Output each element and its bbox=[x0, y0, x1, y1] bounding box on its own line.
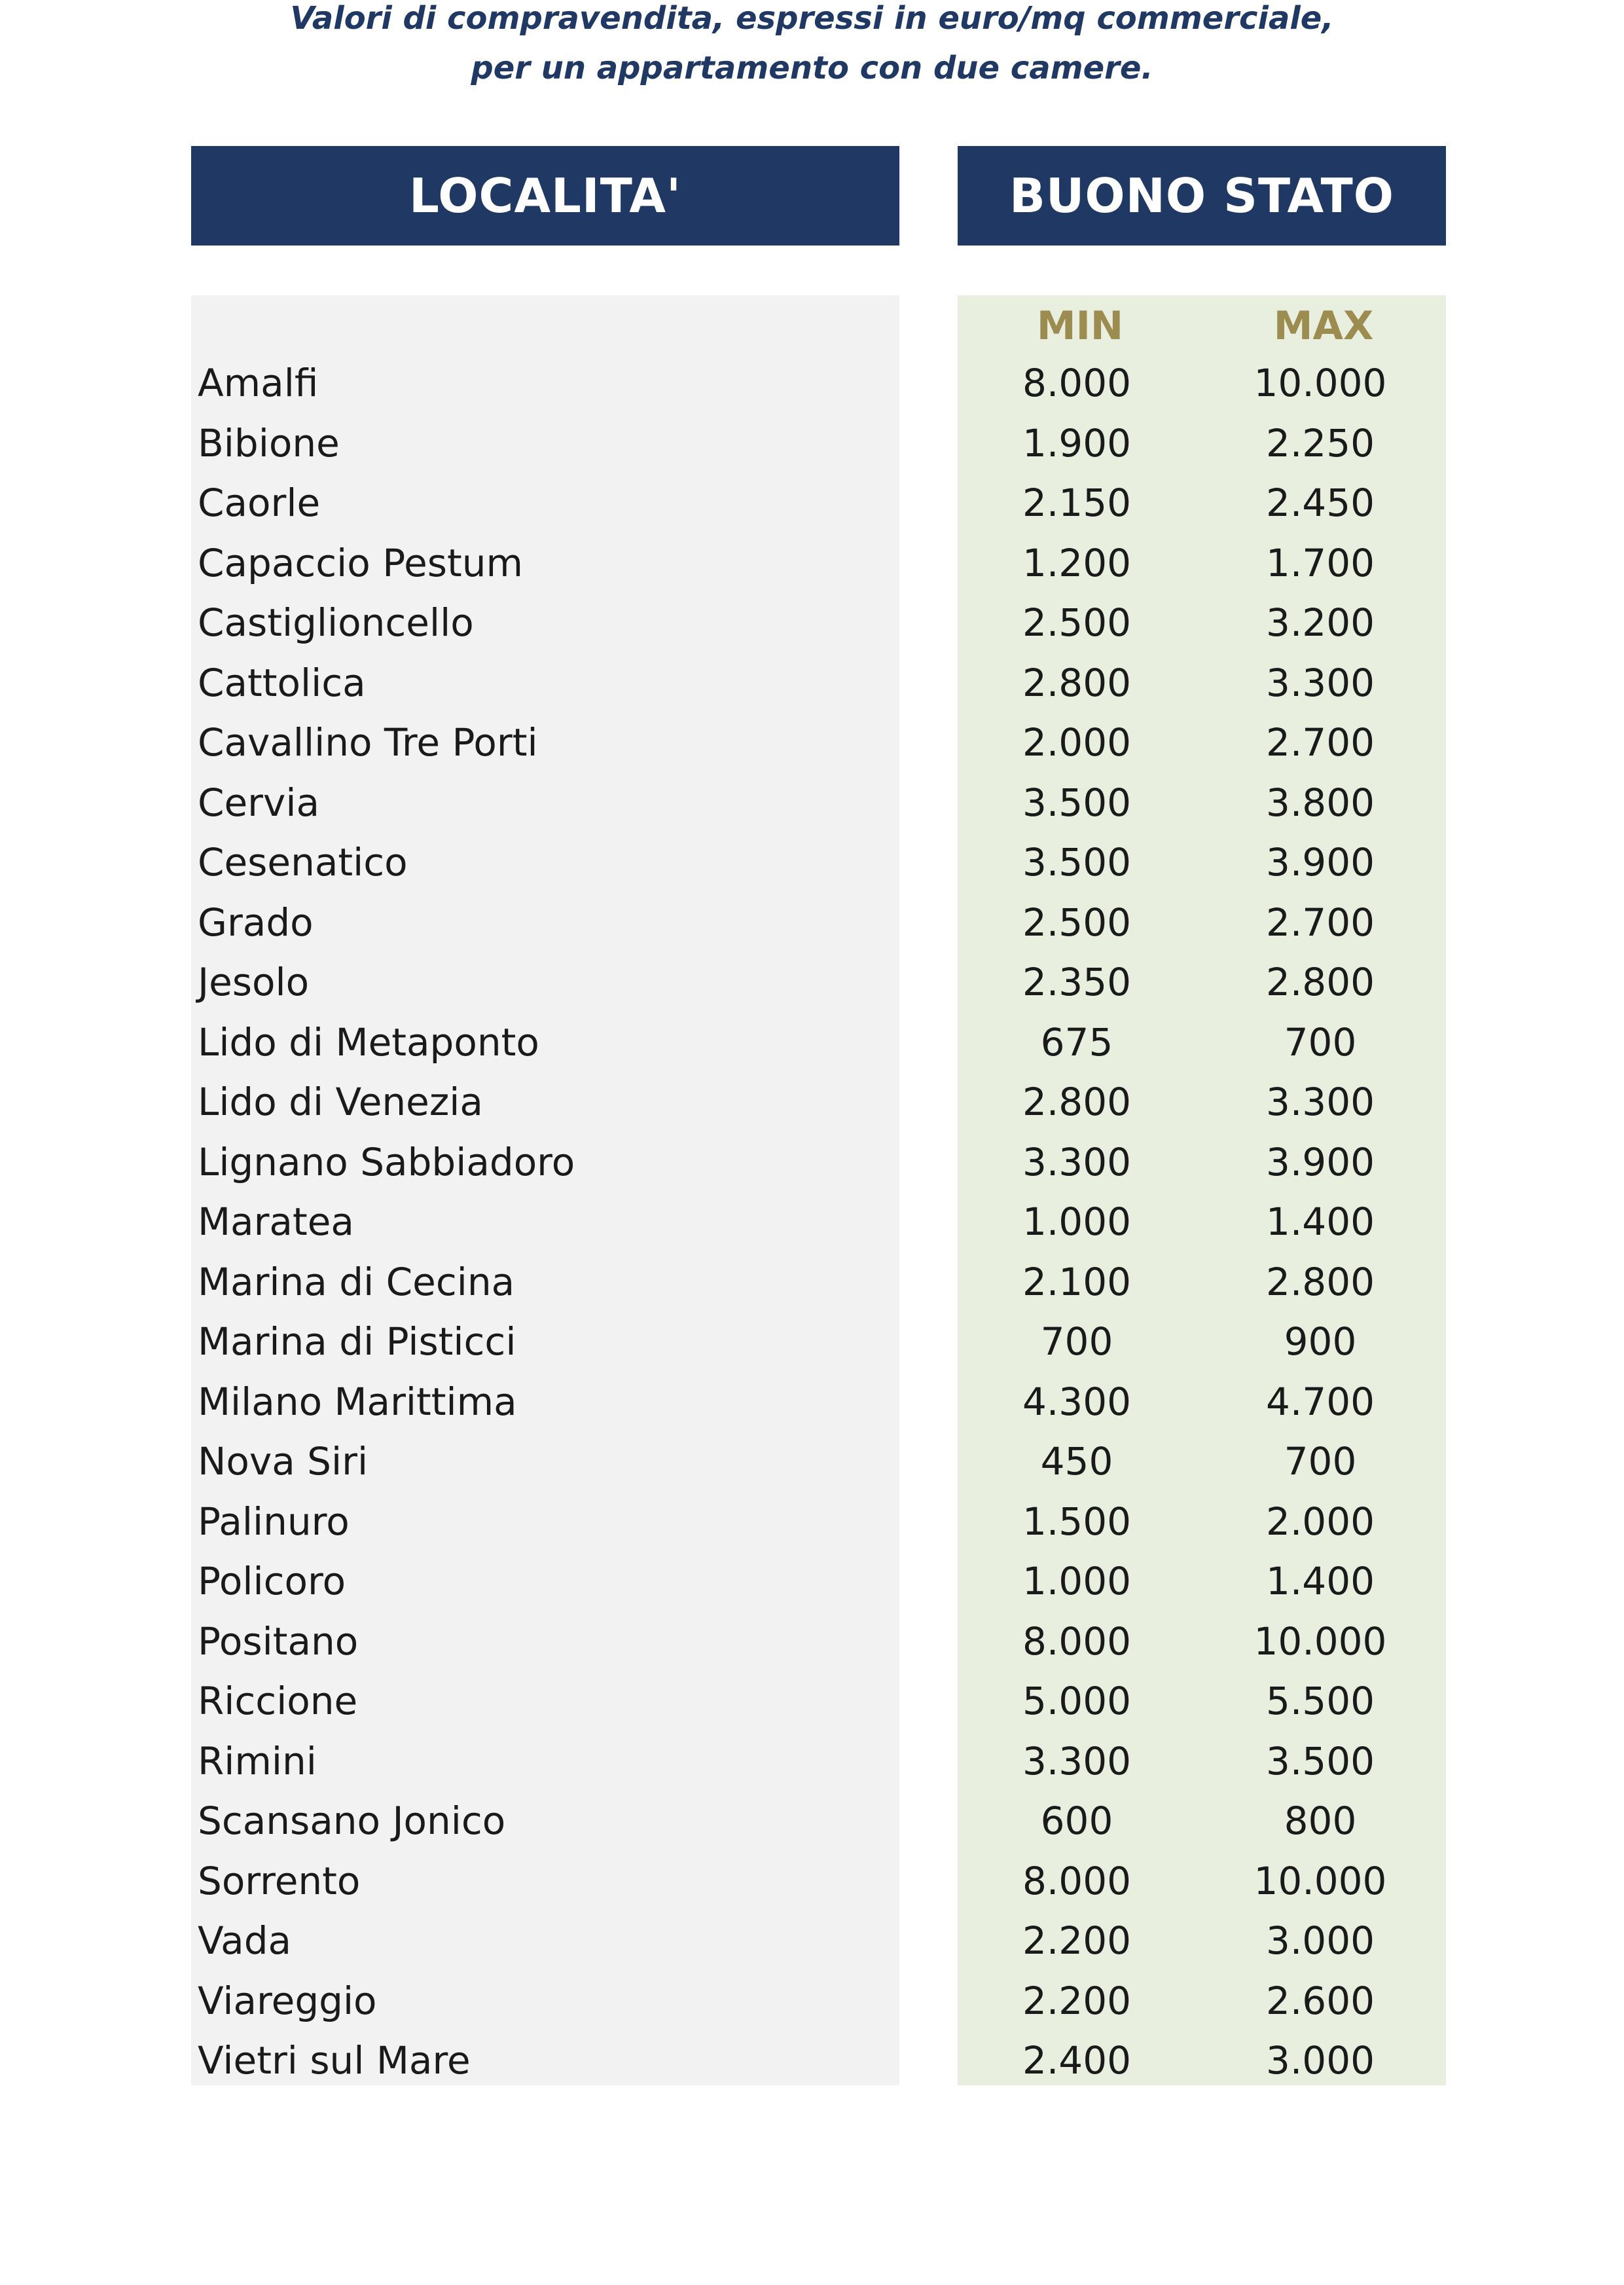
table-row bbox=[0, 1133, 1624, 1193]
location-cell: Jesolo bbox=[198, 960, 310, 1004]
location-cell: Palinuro bbox=[198, 1499, 350, 1544]
table-row bbox=[0, 1492, 1624, 1552]
location-cell: Scansano Jonico bbox=[198, 1799, 506, 1843]
location-cell: Milano Marittima bbox=[198, 1379, 517, 1424]
table-row bbox=[0, 2031, 1624, 2091]
header-location: LOCALITA' bbox=[191, 146, 899, 246]
location-cell: Grado bbox=[198, 900, 314, 945]
max-price-cell: 10.000 bbox=[1254, 1858, 1387, 1903]
min-price-cell: 3.300 bbox=[1022, 1139, 1132, 1184]
location-cell: Amalfi bbox=[198, 361, 319, 405]
table-row bbox=[0, 534, 1624, 594]
table-row bbox=[0, 1971, 1624, 2032]
max-price-cell: 3.200 bbox=[1265, 600, 1375, 645]
min-price-cell: 700 bbox=[1040, 1319, 1113, 1364]
table-row bbox=[0, 773, 1624, 833]
subtitle-line-2: per un appartamento con due camere. bbox=[471, 50, 1153, 86]
max-price-cell: 2.700 bbox=[1265, 720, 1375, 765]
location-cell: Cervia bbox=[198, 780, 320, 825]
location-cell: Capaccio Pestum bbox=[198, 540, 524, 585]
table-row bbox=[0, 953, 1624, 1013]
location-cell: Lido di Metaponto bbox=[198, 1019, 539, 1065]
min-price-cell: 2.200 bbox=[1022, 1918, 1132, 1963]
max-price-cell: 5.500 bbox=[1265, 1679, 1375, 1723]
min-price-cell: 1.000 bbox=[1022, 1199, 1132, 1244]
min-price-cell: 4.300 bbox=[1022, 1379, 1132, 1424]
table-row bbox=[0, 1432, 1624, 1492]
max-price-cell: 2.800 bbox=[1265, 960, 1375, 1004]
max-price-cell: 900 bbox=[1284, 1319, 1357, 1364]
table-row bbox=[0, 1612, 1624, 1672]
min-price-cell: 2.500 bbox=[1022, 900, 1132, 945]
table-row bbox=[0, 593, 1624, 653]
table-row bbox=[0, 1791, 1624, 1852]
location-cell: Bibione bbox=[198, 420, 340, 466]
min-price-cell: 3.500 bbox=[1022, 780, 1132, 825]
max-price-cell: 3.000 bbox=[1265, 2038, 1375, 2083]
location-cell: Lignano Sabbiadoro bbox=[198, 1139, 575, 1184]
table-row bbox=[0, 354, 1624, 414]
max-price-cell: 700 bbox=[1284, 1019, 1357, 1065]
table-row bbox=[0, 1732, 1624, 1792]
min-price-cell: 1.900 bbox=[1022, 420, 1132, 466]
location-cell: Castiglioncello bbox=[198, 600, 474, 645]
location-cell: Viareggio bbox=[198, 1978, 377, 2023]
table-row bbox=[0, 473, 1624, 534]
location-cell: Caorle bbox=[198, 481, 321, 525]
min-price-cell: 2.400 bbox=[1022, 2038, 1132, 2083]
table-row bbox=[0, 713, 1624, 773]
max-price-cell: 3.000 bbox=[1265, 1918, 1375, 1963]
min-price-cell: 3.500 bbox=[1022, 840, 1132, 885]
min-price-cell: 1.500 bbox=[1022, 1499, 1132, 1544]
min-price-cell: 2.000 bbox=[1022, 720, 1132, 765]
location-cell: Maratea bbox=[198, 1199, 354, 1244]
min-price-cell: 1.000 bbox=[1022, 1559, 1132, 1603]
table-row bbox=[0, 893, 1624, 953]
location-cell: Cesenatico bbox=[198, 840, 408, 885]
max-price-cell: 3.900 bbox=[1265, 840, 1375, 885]
location-cell: Riccione bbox=[198, 1679, 358, 1723]
max-price-cell: 3.800 bbox=[1265, 780, 1375, 825]
min-price-cell: 8.000 bbox=[1022, 361, 1132, 405]
min-price-cell: 2.800 bbox=[1022, 1080, 1132, 1124]
min-price-cell: 2.100 bbox=[1022, 1259, 1132, 1304]
min-price-cell: 3.300 bbox=[1022, 1738, 1132, 1783]
min-price-cell: 2.200 bbox=[1022, 1978, 1132, 2023]
max-price-cell: 2.800 bbox=[1265, 1259, 1375, 1304]
table-row bbox=[0, 1672, 1624, 1732]
location-cell: Marina di Pisticci bbox=[198, 1319, 516, 1364]
column-header-min: MIN bbox=[1036, 303, 1124, 349]
table-row bbox=[0, 1911, 1624, 1971]
table-row bbox=[0, 1372, 1624, 1433]
min-price-cell: 675 bbox=[1040, 1019, 1113, 1065]
price-table bbox=[0, 354, 1624, 2091]
location-cell: Vada bbox=[198, 1918, 292, 1963]
location-cell: Marina di Cecina bbox=[198, 1259, 515, 1304]
location-cell: Positano bbox=[198, 1618, 359, 1664]
min-price-cell: 5.000 bbox=[1022, 1679, 1132, 1723]
max-price-cell: 10.000 bbox=[1254, 361, 1387, 405]
location-cell: Cattolica bbox=[198, 660, 366, 705]
max-price-cell: 2.000 bbox=[1265, 1499, 1375, 1544]
location-cell: Sorrento bbox=[198, 1858, 361, 1903]
location-cell: Vietri sul Mare bbox=[198, 2038, 471, 2083]
max-price-cell: 2.450 bbox=[1265, 481, 1375, 525]
max-price-cell: 2.250 bbox=[1265, 420, 1375, 466]
max-price-cell: 2.700 bbox=[1265, 900, 1375, 945]
min-price-cell: 2.150 bbox=[1022, 481, 1132, 525]
min-price-cell: 2.800 bbox=[1022, 660, 1132, 705]
min-price-cell: 450 bbox=[1040, 1439, 1113, 1484]
max-price-cell: 3.500 bbox=[1265, 1738, 1375, 1783]
max-price-cell: 700 bbox=[1284, 1439, 1357, 1484]
table-row bbox=[0, 1072, 1624, 1133]
table-row bbox=[0, 833, 1624, 893]
table-row bbox=[0, 1192, 1624, 1252]
table-row bbox=[0, 1852, 1624, 1912]
location-cell: Lido di Venezia bbox=[198, 1080, 483, 1124]
max-price-cell: 1.400 bbox=[1265, 1559, 1375, 1603]
min-price-cell: 2.350 bbox=[1022, 960, 1132, 1004]
min-price-cell: 8.000 bbox=[1022, 1618, 1132, 1664]
max-price-cell: 3.300 bbox=[1265, 660, 1375, 705]
max-price-cell: 800 bbox=[1284, 1799, 1357, 1843]
min-price-cell: 1.200 bbox=[1022, 540, 1132, 585]
location-cell: Nova Siri bbox=[198, 1439, 369, 1484]
max-price-cell: 1.700 bbox=[1265, 540, 1375, 585]
table-row bbox=[0, 1552, 1624, 1612]
min-price-cell: 600 bbox=[1040, 1799, 1113, 1843]
location-cell: Rimini bbox=[198, 1738, 317, 1783]
min-price-cell: 8.000 bbox=[1022, 1858, 1132, 1903]
location-cell: Policoro bbox=[198, 1559, 346, 1603]
table-row bbox=[0, 414, 1624, 474]
min-price-cell: 2.500 bbox=[1022, 600, 1132, 645]
table-row bbox=[0, 1252, 1624, 1313]
location-cell: Cavallino Tre Porti bbox=[198, 720, 538, 765]
max-price-cell: 4.700 bbox=[1265, 1379, 1375, 1424]
table-row bbox=[0, 653, 1624, 714]
max-price-cell: 10.000 bbox=[1254, 1618, 1387, 1664]
max-price-cell: 3.900 bbox=[1265, 1139, 1375, 1184]
max-price-cell: 3.300 bbox=[1265, 1080, 1375, 1124]
column-header-max: MAX bbox=[1273, 303, 1374, 349]
header-good-condition: BUONO STATO bbox=[958, 146, 1446, 246]
max-price-cell: 2.600 bbox=[1265, 1978, 1375, 2023]
table-row bbox=[0, 1312, 1624, 1372]
subtitle-line-1: Valori di compravendita, espressi in euro/mq commerciale, bbox=[290, 0, 1334, 37]
max-price-cell: 1.400 bbox=[1265, 1199, 1375, 1244]
table-row bbox=[0, 1013, 1624, 1073]
